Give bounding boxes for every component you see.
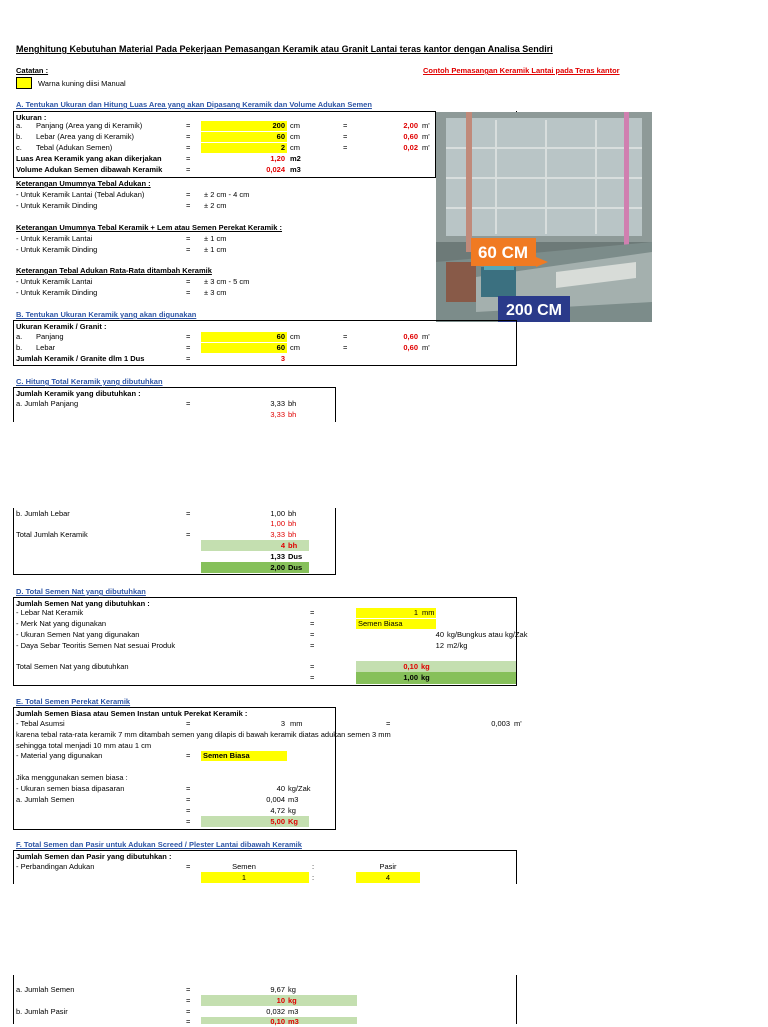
tebal-note-2: sehingga total menjadi 10 mm atau 1 cm bbox=[16, 741, 152, 750]
jumlah-pasir-label: b. Jumlah Pasir bbox=[16, 1007, 68, 1016]
row-c-eq2: = bbox=[343, 143, 348, 152]
jumlah-lebar-value-red: 1,00 bbox=[270, 519, 285, 528]
tebal-note-1: karena tebal rata-rata keramik 7 mm ditambah semen yang dilapis di bawah keramik diatas adukan semen 3 mm bbox=[16, 730, 391, 739]
luas-label: Luas Area Keramik yang akan dikerjakan bbox=[16, 154, 162, 163]
ket2-item-eq: = bbox=[186, 245, 191, 254]
keramik-lebar-m: 0,60 bbox=[403, 343, 418, 352]
ket2-item-label: - Untuk Keramik Lantai bbox=[16, 234, 93, 243]
yellow-legend-swatch bbox=[16, 77, 32, 89]
keramik-lebar-value: 60 bbox=[276, 343, 285, 352]
ket1-title: Keterangan Umumnya Tebal Adukan : bbox=[16, 179, 151, 188]
ket3-title: Keterangan Tebal Adukan Rata-Rata ditambah Keramik bbox=[16, 266, 212, 275]
volume-label: Volume Adukan Semen dibawah Keramik bbox=[16, 165, 163, 174]
nat-daya-unit: m2/kg bbox=[447, 641, 468, 650]
keramik-row-label: Panjang bbox=[36, 332, 64, 341]
pasir-total-unit: m3 bbox=[288, 1017, 299, 1026]
jumlah-lebar-eq: = bbox=[186, 509, 191, 518]
nat-row-label: - Daya Sebar Teoritis Semen Nat sesuai Produk bbox=[16, 641, 176, 650]
jumlah-semen-perekat-label: a. Jumlah Semen bbox=[16, 795, 75, 804]
nat-lebar-unit: mm bbox=[422, 608, 435, 617]
jumlah-pasir-value: 0,032 bbox=[266, 1007, 285, 1016]
row-c-unit: cm bbox=[290, 143, 300, 152]
volume-unit: m3 bbox=[290, 165, 301, 174]
jumlah-panjang-unit-red: bh bbox=[288, 410, 297, 419]
jumlah-pasir-unit: m3 bbox=[288, 1007, 299, 1016]
jumlah-semen-perekat-value: 0,004 bbox=[266, 795, 285, 804]
semen-perekat-total-eq: = bbox=[186, 817, 191, 826]
material-eq: = bbox=[186, 751, 191, 760]
row-a-label: Panjang (Area yang di Keramik) bbox=[36, 121, 143, 130]
ket1-item-value: ± 2 cm bbox=[204, 201, 227, 210]
ukuran-semen-unit: kg/Zak bbox=[288, 784, 311, 793]
ratio-pasir-value: 4 bbox=[385, 873, 391, 882]
total-dus-value: 1,33 bbox=[270, 552, 285, 561]
section-f-left-edge bbox=[13, 975, 14, 1024]
nat-total-value: 0,10 bbox=[403, 662, 418, 671]
row-a-value: 200 bbox=[272, 121, 285, 130]
total-keramik-unit: bh bbox=[288, 530, 297, 539]
row-c-value: 2 bbox=[280, 143, 285, 152]
page-title: Menghitung Kebutuhan Material Pada Pekerjaan Pemasangan Keramik atau Granit Lantai teras kantor dengan Analisa Sendiri bbox=[16, 44, 553, 54]
ukuran-semen-eq: = bbox=[186, 784, 191, 793]
section-c-heading: C. Hitung Total Keramik yang dibutuhkan bbox=[16, 377, 163, 386]
pasir-total-eq: = bbox=[186, 1017, 191, 1026]
semen-perekat-kg-value: 4,72 bbox=[270, 806, 285, 815]
section-f-heading: F. Total Semen dan Pasir untuk Adukan Screed / Plester Lantai dibawah Keramik bbox=[16, 840, 302, 849]
row-b-unit: cm bbox=[290, 132, 300, 141]
total-dus-unit: Dus bbox=[288, 552, 303, 561]
ket1-item-value: ± 2 cm - 4 cm bbox=[204, 190, 250, 199]
nat-total2-value: 1,00 bbox=[403, 673, 418, 682]
keramik-row-unit2: m' bbox=[422, 332, 430, 341]
tebal-asumsi-unit-m: m' bbox=[514, 719, 522, 728]
jumlah-panjang-eq: = bbox=[186, 399, 191, 408]
ket3-item-value: ± 3 cm - 5 cm bbox=[204, 277, 250, 286]
section-a-heading: A. Tentukan Ukuran dan Hitung Luas Area yang akan Dipasang Keramik dan Volume Adukan Semen bbox=[16, 100, 372, 109]
section-c-sub: Jumlah Keramik yang dibutuhkan : bbox=[16, 389, 141, 398]
nat-ukuran-value: 40 bbox=[435, 630, 444, 639]
keramik-row-unit: cm bbox=[290, 343, 300, 352]
jumlah-semen-perekat-eq: = bbox=[186, 795, 191, 804]
section-b-ukuran: Ukuran Keramik / Granit : bbox=[16, 322, 107, 331]
section-d-sub: Jumlah Semen Nat yang dibutuhkan : bbox=[16, 599, 150, 608]
ratio-label: - Perbandingan Adukan bbox=[16, 862, 95, 871]
semen-perekat-kg-eq: = bbox=[186, 806, 191, 815]
keramik-panjang-value: 60 bbox=[276, 332, 285, 341]
total-dus-rounded-unit: Dus bbox=[288, 563, 303, 572]
row-a-eq: = bbox=[186, 121, 191, 130]
keramik-row-eq: = bbox=[186, 332, 191, 341]
photo-caption: Contoh Pemasangan Keramik Lantai pada Teras kantor bbox=[423, 66, 620, 75]
row-a-value-m: 2,00 bbox=[403, 121, 418, 130]
jumlah-lebar-value: 1,00 bbox=[270, 509, 285, 518]
nat-ukuran-unit: kg/Bungkus atau kg/Zak bbox=[447, 630, 528, 639]
jumlah-lebar-unit: bh bbox=[288, 509, 297, 518]
nat-total2-unit: kg bbox=[421, 673, 430, 682]
keramik-row-key: a. bbox=[16, 332, 23, 341]
luas-unit: m2 bbox=[290, 154, 301, 163]
ket2-item-label: - Untuk Keramik Dinding bbox=[16, 245, 98, 254]
tebal-asumsi-value: 3 bbox=[280, 719, 285, 728]
keramik-row-label: Lebar bbox=[36, 343, 56, 352]
label-60cm: 60 CM bbox=[477, 243, 529, 262]
jumlah-semen-screed-label: a. Jumlah Semen bbox=[16, 985, 75, 994]
jumlah-panjang-value: 3,33 bbox=[270, 399, 285, 408]
nat-row-label: - Lebar Nat Keramik bbox=[16, 608, 84, 617]
tebal-asumsi-eq: = bbox=[186, 719, 191, 728]
jumlah-panjang-value-red: 3,33 bbox=[270, 410, 285, 419]
keramik-row-eq: = bbox=[186, 343, 191, 352]
nat-total-label: Total Semen Nat yang dibutuhkan bbox=[16, 662, 129, 671]
catatan-label: Catatan : bbox=[16, 66, 49, 75]
section-f-right-edge bbox=[516, 975, 517, 1024]
total-keramik-eq: = bbox=[186, 530, 191, 539]
ratio-semen-value: 1 bbox=[241, 873, 247, 882]
dus-value: 3 bbox=[280, 354, 285, 363]
keramik-row-unit: cm bbox=[290, 332, 300, 341]
section-b-heading: B. Tentukan Ukuran Keramik yang akan digunakan bbox=[16, 310, 197, 319]
ket1-item-label: - Untuk Keramik Lantai (Tebal Adukan) bbox=[16, 190, 145, 199]
total-keramik-value: 3,33 bbox=[270, 530, 285, 539]
section-a-ukuran: Ukuran : bbox=[16, 113, 47, 122]
row-c-key: c. bbox=[16, 143, 22, 152]
row-a-key: a. bbox=[16, 121, 23, 130]
total-dus-rounded-value: 2,00 bbox=[270, 563, 285, 572]
total-bh-value: 4 bbox=[280, 541, 285, 550]
luas-eq: = bbox=[186, 154, 191, 163]
ket3-item-value: ± 3 cm bbox=[204, 288, 227, 297]
jumlah-semen-screed-eq: = bbox=[186, 985, 191, 994]
jumlah-panjang-unit: bh bbox=[288, 399, 297, 408]
row-c-unit-m: m' bbox=[422, 143, 430, 152]
section-e-heading: E. Total Semen Perekat Keramik bbox=[16, 697, 131, 706]
ket3-item-eq: = bbox=[186, 277, 191, 286]
total-bh-unit: bh bbox=[288, 541, 298, 550]
nat-row-label: - Ukuran Semen Nat yang digunakan bbox=[16, 630, 140, 639]
nat-lebar-value: 1 bbox=[413, 608, 418, 617]
row-a-unit-m: m' bbox=[422, 121, 430, 130]
row-b-unit-m: m' bbox=[422, 132, 430, 141]
tebal-asumsi-unit: mm bbox=[290, 719, 303, 728]
ratio-colon: : bbox=[312, 873, 315, 882]
jumlah-semen-perekat-unit: m3 bbox=[288, 795, 299, 804]
ket3-item-label: - Untuk Keramik Lantai bbox=[16, 277, 93, 286]
catatan-legend: Warna kuning diisi Manual bbox=[38, 79, 126, 88]
keramik-panjang-m: 0,60 bbox=[403, 332, 418, 341]
ket2-title: Keterangan Umumnya Tebal Keramik + Lem atau Semen Perekat Keramik : bbox=[16, 223, 283, 232]
total-keramik-label: Total Jumlah Keramik bbox=[16, 530, 88, 539]
jumlah-panjang-label: a. Jumlah Panjang bbox=[16, 399, 79, 408]
pasir-total-value: 0,10 bbox=[270, 1017, 285, 1026]
section-d-heading: D. Total Semen Nat yang dibutuhkan bbox=[16, 587, 146, 596]
tebal-asumsi-eq2: = bbox=[386, 719, 391, 728]
ket1-item-eq: = bbox=[186, 201, 191, 210]
row-b-value-m: 0,60 bbox=[403, 132, 418, 141]
ratio-header-colon: : bbox=[312, 862, 315, 871]
ratio-header-semen: Semen bbox=[232, 862, 256, 871]
row-a-eq2: = bbox=[343, 121, 348, 130]
ket3-item-label: - Untuk Keramik Dinding bbox=[16, 288, 98, 297]
volume-value: 0,024 bbox=[266, 165, 285, 174]
row-b-eq: = bbox=[186, 132, 191, 141]
luas-value: 1,20 bbox=[270, 154, 285, 163]
nat-row-eq: = bbox=[310, 608, 315, 617]
jumlah-pasir-eq: = bbox=[186, 1007, 191, 1016]
row-b-key: b. bbox=[16, 132, 23, 141]
nat-row-eq: = bbox=[310, 641, 315, 650]
semen-perekat-total-value: 5,00 bbox=[270, 817, 285, 826]
semen-screed-total-eq: = bbox=[186, 996, 191, 1005]
nat-merk-value: Semen Biasa bbox=[358, 619, 403, 628]
keramik-row-eq2: = bbox=[343, 332, 348, 341]
nat-total2-eq: = bbox=[310, 673, 315, 682]
dus-eq: = bbox=[186, 354, 191, 363]
section-e-sub: Jumlah Semen Biasa atau Semen Instan untuk Perekat Keramik : bbox=[16, 709, 248, 718]
row-a-unit: cm bbox=[290, 121, 300, 130]
material-label: - Material yang digunakan bbox=[16, 751, 103, 760]
ket2-item-value: ± 1 cm bbox=[204, 234, 227, 243]
jumlah-lebar-unit-red: bh bbox=[288, 519, 297, 528]
terrace-photo bbox=[436, 112, 652, 322]
semen-screed-total-unit: kg bbox=[288, 996, 297, 1005]
ket2-item-value: ± 1 cm bbox=[204, 245, 227, 254]
row-c-eq: = bbox=[186, 143, 191, 152]
material-value: Semen Biasa bbox=[203, 751, 250, 760]
jumlah-semen-screed-unit: kg bbox=[288, 985, 296, 994]
keramik-row-unit2: m' bbox=[422, 343, 430, 352]
ket1-item-label: - Untuk Keramik Dinding bbox=[16, 201, 98, 210]
row-b-value: 60 bbox=[276, 132, 285, 141]
row-b-label: Lebar (Area yang di Keramik) bbox=[36, 132, 134, 141]
dus-label: Jumlah Keramik / Granite dlm 1 Dus bbox=[16, 354, 145, 363]
ratio-header-pasir: Pasir bbox=[379, 862, 397, 871]
keramik-row-eq2: = bbox=[343, 343, 348, 352]
semen-perekat-kg-unit: kg bbox=[288, 806, 296, 815]
volume-eq: = bbox=[186, 165, 191, 174]
ukuran-semen-value: 40 bbox=[276, 784, 285, 793]
row-c-label: Tebal (Adukan Semen) bbox=[36, 143, 113, 152]
ket3-item-eq: = bbox=[186, 288, 191, 297]
nat-row-eq: = bbox=[310, 619, 315, 628]
section-f-sub: Jumlah Semen dan Pasir yang dibutuhkan : bbox=[16, 852, 172, 861]
jumlah-lebar-label: b. Jumlah Lebar bbox=[16, 509, 70, 518]
semen-perekat-total-unit: Kg bbox=[288, 817, 298, 826]
ket1-item-eq: = bbox=[186, 190, 191, 199]
keramik-row-key: b. bbox=[16, 343, 23, 352]
ket2-item-eq: = bbox=[186, 234, 191, 243]
nat-row-label: - Merk Nat yang digunakan bbox=[16, 619, 107, 628]
row-c-value-m: 0,02 bbox=[403, 143, 418, 152]
ukuran-semen-label: - Ukuran semen biasa dipasaran bbox=[16, 784, 125, 793]
nat-daya-value: 12 bbox=[435, 641, 444, 650]
semen-screed-total-value: 10 bbox=[276, 996, 285, 1005]
jumlah-semen-screed-value: 9,67 bbox=[270, 985, 285, 994]
tebal-asumsi-value-m: 0,003 bbox=[491, 719, 510, 728]
nat-row-eq: = bbox=[310, 630, 315, 639]
ratio-eq: = bbox=[186, 862, 191, 871]
nat-total-eq: = bbox=[310, 662, 315, 671]
nat-total-unit: kg bbox=[421, 662, 430, 671]
row-b-eq2: = bbox=[343, 132, 348, 141]
jika-semen-biasa: Jika menggunakan semen biasa : bbox=[16, 773, 128, 782]
tebal-asumsi-label: - Tebal Asumsi bbox=[16, 719, 65, 728]
label-200cm: 200 CM bbox=[505, 302, 563, 319]
